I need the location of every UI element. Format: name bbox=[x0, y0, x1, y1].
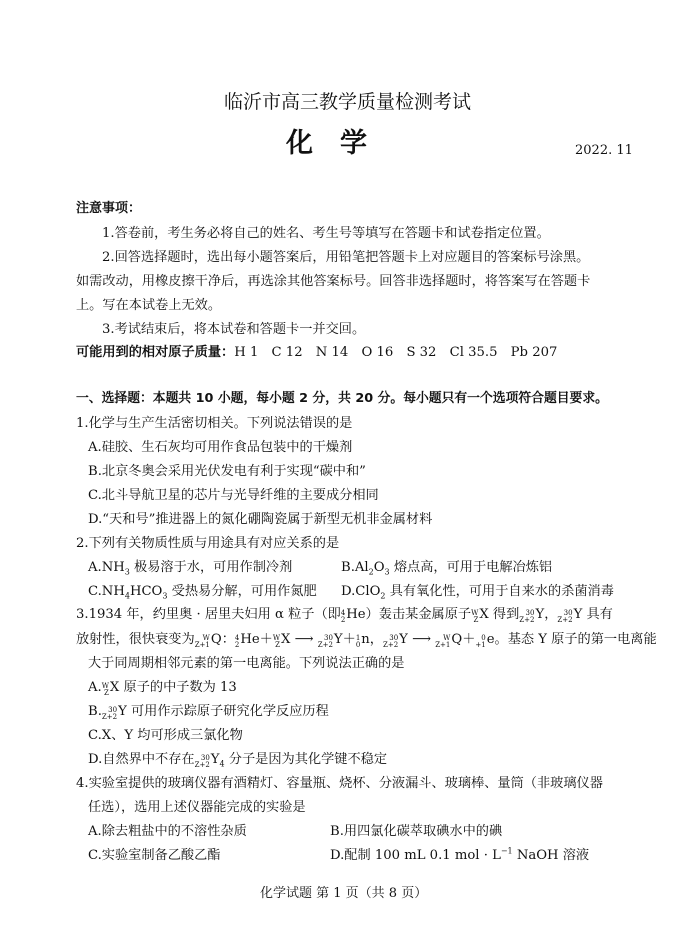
q4-option-d: D.配制 100 mL 0.1 mol · $L^{-1}$ NaOH 溶液 bbox=[330, 846, 590, 863]
q2-option-c: $C.NH_4HCO_3$ 受热易分解，可用作氮肥 bbox=[88, 584, 317, 601]
notice-item-2-cont: 如需改动，用橡皮擦干净后，再选涂其他答案标号。回答非选择题时，将答案写在答题卡 bbox=[76, 274, 591, 289]
page-footer: 化学试题 第 1 页（共 8 页） bbox=[260, 886, 428, 901]
q4-option-c: C.实验室制备乙酸乙酯 bbox=[88, 848, 221, 863]
q3-option-b: B. 30 Z+2 Y 可用作示踪原子研究化学反应历程 bbox=[88, 704, 329, 721]
q1-option-a: A.硅胶、生石灰均可用作食品包装中的干燥剂 bbox=[88, 440, 353, 455]
section1-heading: 一、选择题：本题共 10 小题，每小题 2 分，共 20 分。每小题只有一个选项符合题目要求。 bbox=[76, 391, 608, 406]
q2-stem: 2.下列有关物质性质与用途具有对应关系的是 bbox=[76, 536, 340, 551]
notice-item-2: 2.回答选择题时，选出每小题答案后，用铅笔把答题卡上对应题目的答案标号涂黑。 bbox=[102, 250, 590, 265]
q3-line-1: 3.1934 年，约里奥 · 居里夫妇用 α 粒子（即 4 2 He）轰击某金属原子 W Z X 得到 30 Z+2 Y， 30 Z+2 Y 具有 bbox=[76, 607, 613, 624]
q3-line-2: 放射性，很快衰变为 W Z+1 Q： 4 2 He＋ W Z X ⟶ 30 Z+2 Y＋ 1 0 n， 30 Z+2 Y ⟶ W Z+1 Q＋ 0 +1 e。基态 Y 原子的第一电离能 bbox=[76, 632, 657, 649]
q1-option-b: B.北京冬奥会采用光伏发电有利于实现“碳中和” bbox=[88, 464, 366, 479]
q2-option-d: D.ClO$_2$ 具有氧化性，可用于自来水的杀菌消毒 bbox=[341, 584, 614, 601]
notice-item-3: 3.考试结束后，将本试卷和答题卡一并交回。 bbox=[102, 322, 366, 337]
q1-option-c: C.北斗导航卫星的芯片与光导纤维的主要成分相同 bbox=[88, 488, 379, 503]
q4-stem-2: 任选），选用上述仪器能完成的实验是 bbox=[88, 800, 306, 815]
q3-option-c: C.X、Y 均可形成三氯化物 bbox=[88, 728, 243, 743]
q3-line-3: 大于同周期相邻元素的第一电离能。下列说法正确的是 bbox=[88, 656, 405, 671]
q1-option-d: D.“天和号”推进器上的氮化硼陶瓷属于新型无机非金属材料 bbox=[88, 512, 433, 527]
exam-title: 临沂市高三教学质量检测考试 bbox=[224, 91, 472, 113]
q1-stem: 1.化学与生产生活密切相关。下列说法错误的是 bbox=[76, 416, 353, 431]
q3-option-d: D.自然界中不存在 30 Z+2 $Y_4$ 分子是因为其化学键不稳定 bbox=[88, 752, 388, 769]
notice-item-1: 1.答卷前，考生务必将自己的姓名、考生号等填写在答题卡和试卷指定位置。 bbox=[102, 226, 550, 241]
q4-option-a: A.除去粗盐中的不溶性杂质 bbox=[88, 824, 247, 839]
q4-stem-1: 4.实验室提供的玻璃仪器有酒精灯、容量瓶、烧杯、分液漏斗、玻璃棒、量筒（非玻璃仪器 bbox=[76, 776, 603, 791]
atomic-mass-line bbox=[76, 344, 557, 361]
exam-date: 2022. 11 bbox=[575, 143, 633, 158]
q2-option-b: $B.Al_2O_3$ 熔点高，可用于电解冶炼铝 bbox=[341, 560, 553, 577]
notice-heading: 注意事项： bbox=[76, 201, 142, 216]
atomic-mass-values: H 1 C 12 N 14 O 16 S 32 Cl 35.5 Pb 207 bbox=[234, 345, 558, 360]
q3-option-a: A. W Z X 原子的中子数为 13 bbox=[88, 680, 237, 697]
q2-option-a: $A.NH_3$ 极易溶于水，可用作制冷剂 bbox=[88, 560, 293, 577]
subject-title: 化 学 bbox=[286, 128, 367, 159]
atomic-mass-label: 可能用到的相对原子质量： bbox=[76, 345, 235, 360]
notice-item-2-cont2: 上。写在本试卷上无效。 bbox=[76, 298, 222, 313]
q4-option-b: B.用四氯化碳萃取碘水中的碘 bbox=[330, 824, 503, 839]
